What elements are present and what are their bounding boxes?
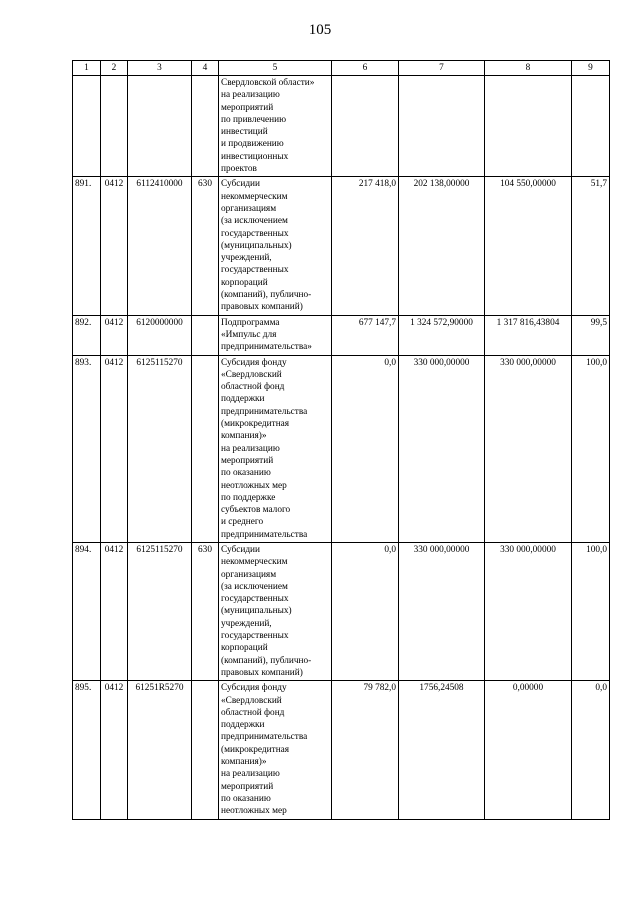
page-number: 105 bbox=[308, 22, 332, 38]
row-number-cell: 891. bbox=[73, 177, 101, 315]
expense-kind-cell bbox=[192, 681, 219, 819]
name-cell: Подпрограмма «Импульс для предпринимательства» bbox=[219, 315, 332, 355]
fact-cell bbox=[399, 76, 485, 177]
section-code-cell: 0412 bbox=[101, 681, 128, 819]
header-cell: 9 bbox=[572, 61, 610, 76]
percent-cell: 51,7 bbox=[572, 177, 610, 315]
table-row bbox=[73, 315, 610, 355]
plan-cell bbox=[332, 76, 399, 177]
header-cell: 5 bbox=[219, 61, 332, 76]
percent-cell: 99,5 bbox=[572, 315, 610, 355]
exec-cell: 330 000,00000 bbox=[485, 542, 572, 680]
header-cell: 8 bbox=[485, 61, 572, 76]
exec-cell: 0,00000 bbox=[485, 681, 572, 819]
expense-kind-cell bbox=[192, 315, 219, 355]
target-code-cell: 6125115270 bbox=[128, 355, 192, 542]
target-code-cell: 6112410000 bbox=[128, 177, 192, 315]
target-code-cell: 6125115270 bbox=[128, 542, 192, 680]
plan-cell: 0,0 bbox=[332, 542, 399, 680]
target-code-cell: 6120000000 bbox=[128, 315, 192, 355]
exec-cell: 1 317 816,43804 bbox=[485, 315, 572, 355]
plan-cell: 79 782,0 bbox=[332, 681, 399, 819]
exec-cell: 330 000,00000 bbox=[485, 355, 572, 542]
fact-cell: 1756,24508 bbox=[399, 681, 485, 819]
header-cell: 2 bbox=[101, 61, 128, 76]
name-cell: Субсидии некоммерческим организациям (за исключением государственных (муниципальных) учреждений, государственных корпораций (компаний), публично- правовых компаний) bbox=[219, 542, 332, 680]
target-code-cell bbox=[128, 76, 192, 177]
budget-table bbox=[72, 60, 610, 820]
fact-cell: 330 000,00000 bbox=[399, 542, 485, 680]
header-cell: 7 bbox=[399, 61, 485, 76]
percent-cell: 100,0 bbox=[572, 542, 610, 680]
header-row bbox=[73, 61, 610, 76]
fact-cell: 1 324 572,90000 bbox=[399, 315, 485, 355]
name-cell: Субсидия фонду «Свердловский областной фонд поддержки предпринимательства (микрокредитная компания)» на реализацию мероприятий по оказанию неотложных мер bbox=[219, 681, 332, 819]
row-number-cell: 895. bbox=[73, 681, 101, 819]
percent-cell bbox=[572, 76, 610, 177]
expense-kind-cell: 630 bbox=[192, 177, 219, 315]
expense-kind-cell bbox=[192, 355, 219, 542]
section-code-cell: 0412 bbox=[101, 542, 128, 680]
name-cell: Субсидия фонду «Свердловский областной фонд поддержки предпринимательства (микрокредитная компания)» на реализацию мероприятий по оказанию неотложных мер по поддержке субъектов малого и среднего предпринимательства bbox=[219, 355, 332, 542]
percent-cell: 0,0 bbox=[572, 681, 610, 819]
row-number-cell: 892. bbox=[73, 315, 101, 355]
table-row bbox=[73, 681, 610, 819]
percent-cell: 100,0 bbox=[572, 355, 610, 542]
section-code-cell: 0412 bbox=[101, 355, 128, 542]
target-code-cell: 61251R5270 bbox=[128, 681, 192, 819]
expense-kind-cell bbox=[192, 76, 219, 177]
table-row bbox=[73, 76, 610, 177]
fact-cell: 330 000,00000 bbox=[399, 355, 485, 542]
header-cell: 6 bbox=[332, 61, 399, 76]
table-row bbox=[73, 177, 610, 315]
exec-cell: 104 550,00000 bbox=[485, 177, 572, 315]
section-code-cell: 0412 bbox=[101, 315, 128, 355]
row-number-cell: 893. bbox=[73, 355, 101, 542]
fact-cell: 202 138,00000 bbox=[399, 177, 485, 315]
exec-cell bbox=[485, 76, 572, 177]
name-cell: Свердловской области» на реализацию мероприятий по привлечению инвестиций и продвижению инвестиционных проектов bbox=[219, 76, 332, 177]
plan-cell: 0,0 bbox=[332, 355, 399, 542]
header-cell: 4 bbox=[192, 61, 219, 76]
table-row bbox=[73, 542, 610, 680]
header-cell: 1 bbox=[73, 61, 101, 76]
table-row bbox=[73, 355, 610, 542]
row-number-cell bbox=[73, 76, 101, 177]
expense-kind-cell: 630 bbox=[192, 542, 219, 680]
row-number-cell: 894. bbox=[73, 542, 101, 680]
section-code-cell bbox=[101, 76, 128, 177]
section-code-cell: 0412 bbox=[101, 177, 128, 315]
plan-cell: 217 418,0 bbox=[332, 177, 399, 315]
name-cell: Субсидии некоммерческим организациям (за исключением государственных (муниципальных) учреждений, государственных корпораций (компаний), публично- правовых компаний) bbox=[219, 177, 332, 315]
plan-cell: 677 147,7 bbox=[332, 315, 399, 355]
header-cell: 3 bbox=[128, 61, 192, 76]
